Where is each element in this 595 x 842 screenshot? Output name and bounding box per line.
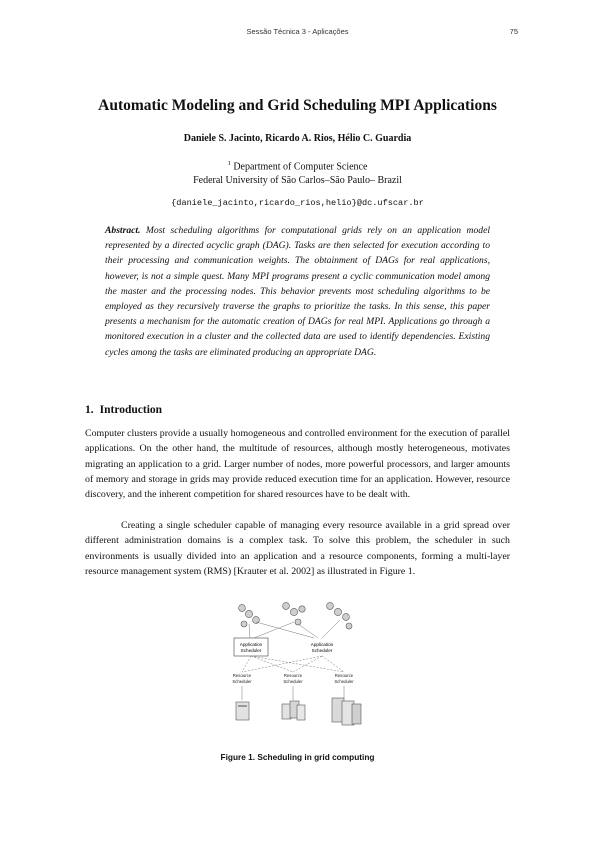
resource-label-1: Resource [232,673,252,678]
intro-paragraph-2: Creating a single scheduler capable of managing every resource available in a grid spread over different administration domains is a complex task. To solve this problem, the scheduler in such environments is usually divided into an application and a resource components, forming a multi-layer resource management system (RMS) [Krauter et al. 2002] as illustrated in Figure 1. [85,520,510,577]
user-group-icon [327,603,352,629]
intro-paragraph-1: Computer clusters provide a usually homogeneous and controlled environment for the execution of parallel applications. On the other hand, the multitude of resources, although mostly heterogeneous, motivates migrating an application to a grid. Larger number of nodes, more powerful processors, and larger amounts of memory and storage in grids may provide reduced execution time for an application. However, resource discovery, and the inherent competition for shared resources have to be dealt with. [85,428,510,501]
running-header: Sessão Técnica 3 - Aplicações [246,27,349,36]
application-scheduler-box [311,642,334,653]
app-scheduler-label-2: Scheduler [311,648,333,653]
resource-label-2: Scheduler [232,679,252,684]
affiliation-department [0,160,595,172]
figure-diagram [218,600,383,732]
resource-label-2: Scheduler [283,679,303,684]
resource-label-1: Resource [283,673,303,678]
resource-scheduler-label [334,673,354,684]
resource-scheduler-label [232,673,252,684]
user-group-icon [239,605,260,627]
section-heading [85,404,162,416]
server-rack-icon [332,698,361,725]
affiliation-mark: 1 [227,160,231,167]
server-icon [236,702,249,720]
author-list: Daniele S. Jacinto, Ricardo A. Rios, Hélio C. Guardia [183,133,412,144]
server-cluster-icon [282,701,305,720]
abstract [105,223,490,360]
department-name: Department of Computer Science [233,161,368,173]
app-scheduler-label-2: Scheduler [240,648,262,653]
grid-scheduling-figure [218,600,383,732]
resource-label-1: Resource [334,673,354,678]
abstract-label: Abstract. [105,225,141,236]
paper-title: Automatic Modeling and Grid Scheduling MPI Applications [98,97,497,114]
application-scheduler-box [234,638,268,656]
user-group-icon [283,603,306,625]
page-number: 75 [509,27,518,36]
section-number: 1. [85,404,94,416]
figure-caption: Figure 1. Scheduling in grid computing [220,752,375,762]
resource-label-2: Scheduler [334,679,354,684]
app-scheduler-label-1: Application [310,642,334,647]
author-emails: {daniele_jacinto,ricardo_rios,helio}@dc.ufscar.br [171,198,424,208]
resource-scheduler-label [283,673,303,684]
abstract-text: Most scheduling algorithms for computational grids rely on an application model represented by a directed acyclic graph (DAG). Tasks are then selected for execution according to their processing and communication weights. The obtainment of DAGs for real applications, however, is not a simple quest. Many MPI programs present a cyclic communication model among the master and the processing nodes. This behavior prevents most scheduling algorithms to be employed as they recursively traverse the graphs to prioritize the tasks. In this sense, this paper presents a mechanism for the automatic creation of DAGs for real MPI. Applications go through a monitored execution in a cluster and the collected data are used to identify dependencies. Existing cycles among the tasks are eliminated producing an appropriate DAG. [105,225,490,358]
affiliation-university: Federal University of São Carlos–São Paulo– Brazil [193,175,402,186]
app-scheduler-label-1: Application [239,642,263,647]
section-title: Introduction [99,404,163,416]
